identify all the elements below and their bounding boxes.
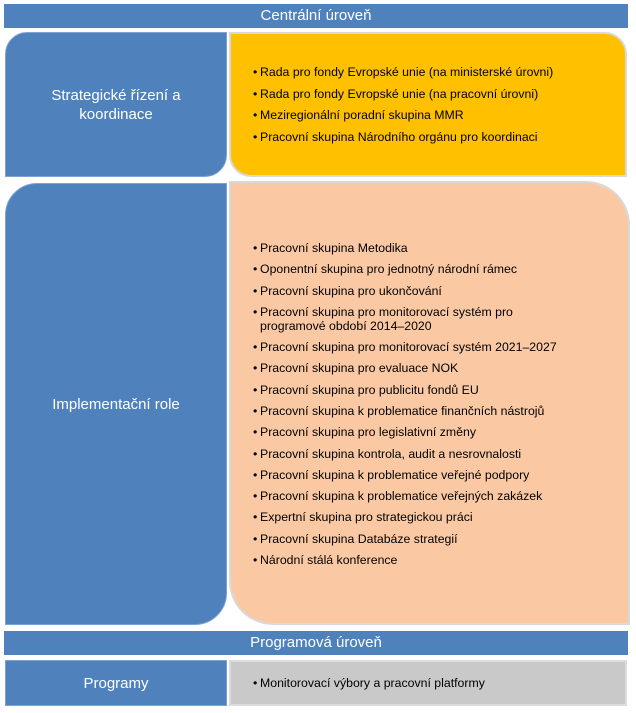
list-item: • Expertní skupina pro strategickou práci xyxy=(253,510,560,524)
list-item: • Pracovní skupina k problematice finančních nástrojů xyxy=(253,404,560,418)
list-item: • Meziregionální poradní skupina MMR xyxy=(253,108,553,122)
list-item: • Pracovní skupina kontrola, audit a nesrovnalosti xyxy=(253,447,560,461)
programs-label xyxy=(5,660,227,706)
program-level-header: Programová úroveň xyxy=(4,631,628,655)
list-item: • Pracovní skupina k problematice veřejné podpory xyxy=(253,468,560,482)
list-item: • Národní stálá konference xyxy=(253,553,560,567)
implementation-role-list xyxy=(231,239,560,567)
list-item: • Rada pro fondy Evropské unie (na pracovní úrovni) xyxy=(253,87,553,101)
list-item: • Pracovní skupina Databáze strategií xyxy=(253,532,560,546)
list-item: • Pracovní skupina k problematice veřejných zakázek xyxy=(253,489,560,503)
list-item: • Pracovní skupina Národního orgánu pro koordinaci xyxy=(253,130,553,144)
list-item: • Pracovní skupina pro legislativní změny xyxy=(253,425,560,439)
strategic-management-list xyxy=(231,65,553,144)
list-item: • Pracovní skupina pro ukončování xyxy=(253,284,560,298)
list-item: • Rada pro fondy Evropské unie (na ministerské úrovni) xyxy=(253,65,553,79)
implementation-role-text: Implementační role xyxy=(52,395,180,413)
programs-text: Programy xyxy=(83,674,149,692)
list-item: • Pracovní skupina pro evaluace NOK xyxy=(253,361,560,375)
list-item: • Pracovní skupina pro monitorovací systém pro programové období 2014–2020 xyxy=(253,305,560,333)
programs-groups xyxy=(229,660,627,706)
list-item: • Pracovní skupina pro publicitu fondů EU xyxy=(253,383,560,397)
strategic-management-text: Strategické řízení a koordinace xyxy=(51,86,181,123)
list-item: • Pracovní skupina Metodika xyxy=(253,241,560,255)
implementation-role-groups xyxy=(229,181,630,625)
list-item: • Monitorovací výbory a pracovní platformy xyxy=(253,676,485,690)
central-level-header: Centrální úroveň xyxy=(4,4,628,28)
programs-list xyxy=(231,676,485,690)
list-item: • Oponentní skupina pro jednotný národní rámec xyxy=(253,262,560,276)
strategic-management-label xyxy=(5,32,227,177)
strategic-management-groups xyxy=(229,32,627,177)
list-item: • Pracovní skupina pro monitorovací systém 2021–2027 xyxy=(253,340,560,354)
implementation-role-label xyxy=(5,183,227,625)
